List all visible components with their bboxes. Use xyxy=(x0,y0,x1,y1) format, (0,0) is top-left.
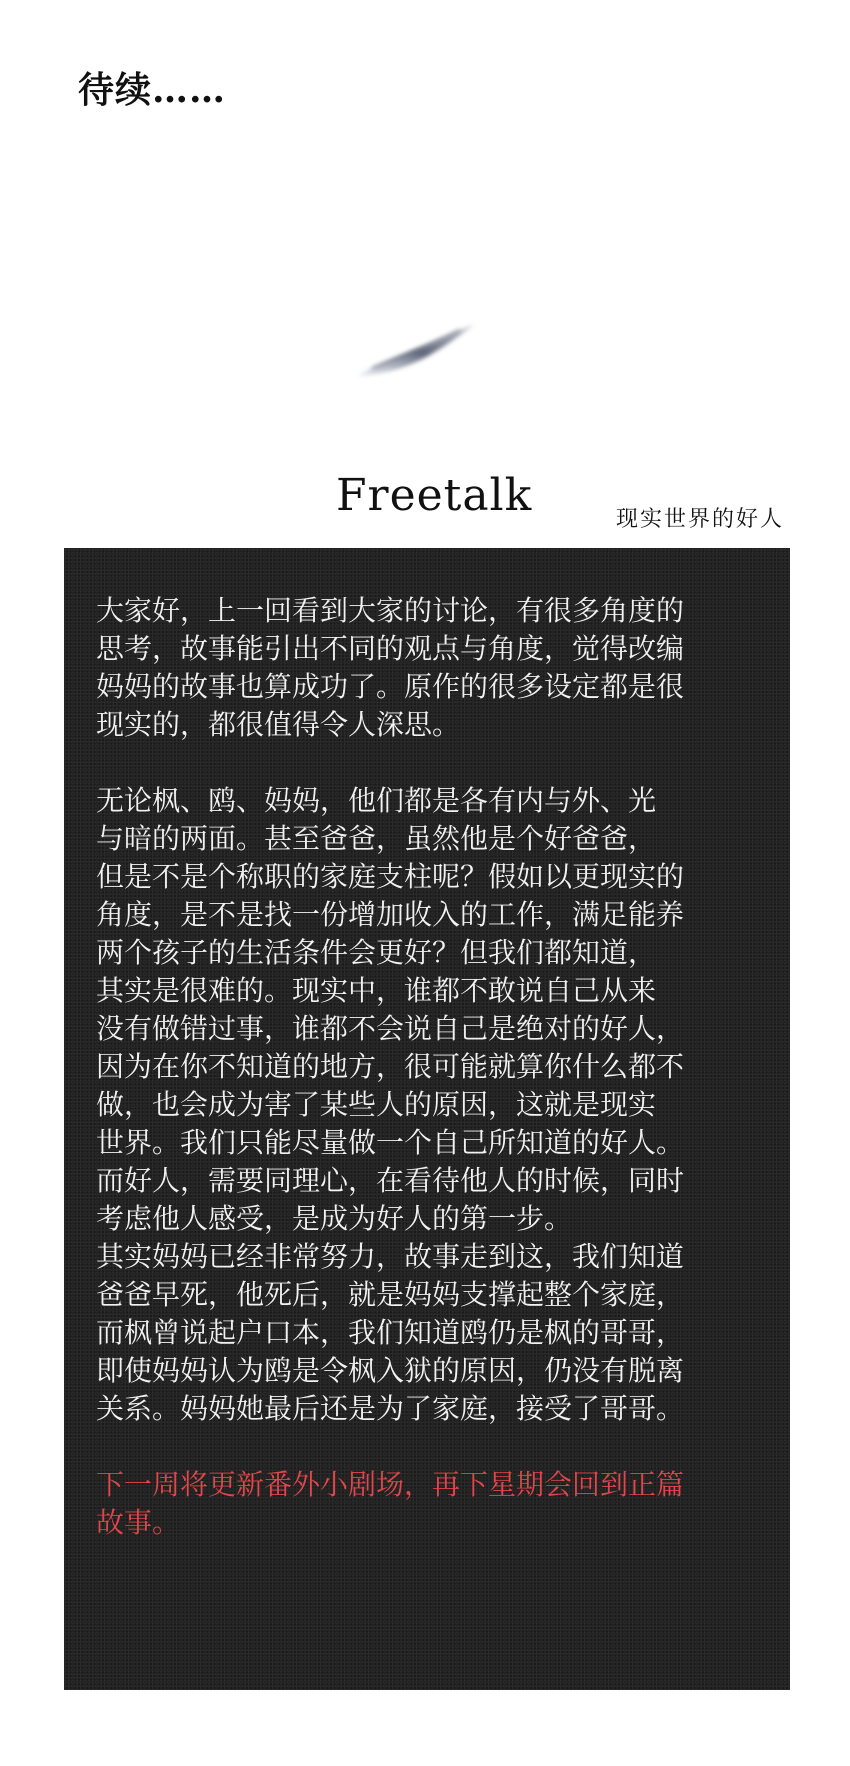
paragraph-discussion xyxy=(96,782,766,1428)
text-line: 无论枫、鸥、妈妈，他们都是各有内与外、光 xyxy=(96,784,657,817)
paragraph-spacer xyxy=(96,1428,766,1466)
paragraph-greeting xyxy=(96,592,766,744)
text-line: 即使妈妈认为鸥是令枫入狱的原因，仍没有脱离 xyxy=(96,1354,685,1387)
paragraph-spacer xyxy=(96,744,766,782)
text-line: 两个孩子的生活条件会更好？但我们都知道， xyxy=(96,936,657,969)
text-line: 而枫曾说起户口本，我们知道鸥仍是枫的哥哥， xyxy=(96,1316,685,1349)
text-line: 与暗的两面。甚至爸爸，虽然他是个好爸爸， xyxy=(96,822,657,855)
text-line: 其实妈妈已经非常努力，故事走到这，我们知道 xyxy=(96,1240,685,1273)
text-line: 爸爸早死，他死后，就是妈妈支撑起整个家庭， xyxy=(96,1278,685,1311)
text-line: 妈妈的故事也算成功了。原作的很多设定都是很 xyxy=(96,670,685,703)
author-note-panel xyxy=(64,548,790,1690)
text-line: 没有做错过事，谁都不会说自己是绝对的好人， xyxy=(96,1012,685,1045)
text-line: 大家好，上一回看到大家的讨论，有很多角度的 xyxy=(96,594,685,627)
text-line: 考虑他人感受，是成为好人的第一步。 xyxy=(96,1202,573,1235)
text-line: 思考，故事能引出不同的观点与角度，觉得改编 xyxy=(96,632,685,665)
brush-stroke-illustration xyxy=(350,318,480,388)
text-line: 关系。妈妈她最后还是为了家庭，接受了哥哥。 xyxy=(96,1392,685,1425)
text-line: 而好人，需要同理心，在看待他人的时候，同时 xyxy=(96,1164,685,1197)
text-line: 因为在你不知道的地方，很可能就算你什么都不 xyxy=(96,1050,685,1083)
notice-line: 故事。 xyxy=(96,1506,181,1539)
text-line: 其实是很难的。现实中，谁都不敢说自己从来 xyxy=(96,974,657,1007)
text-line: 做，也会成为害了某些人的原因，这就是现实 xyxy=(96,1088,657,1121)
update-notice xyxy=(96,1466,766,1542)
to-be-continued-text: 待续…… xyxy=(78,69,227,111)
text-line: 角度，是不是找一份增加收入的工作，满足能养 xyxy=(96,898,685,931)
freetalk-title: Freetalk xyxy=(336,470,533,521)
text-line: 世界。我们只能尽量做一个自己所知道的好人。 xyxy=(96,1126,685,1159)
freetalk-subtitle: 现实世界的好人 xyxy=(615,507,784,532)
text-line: 但是不是个称职的家庭支柱呢？假如以更现实的 xyxy=(96,860,685,893)
text-line: 现实的，都很值得令人深思。 xyxy=(96,708,461,741)
notice-line: 下一周将更新番外小剧场，再下星期会回到正篇 xyxy=(96,1468,685,1501)
